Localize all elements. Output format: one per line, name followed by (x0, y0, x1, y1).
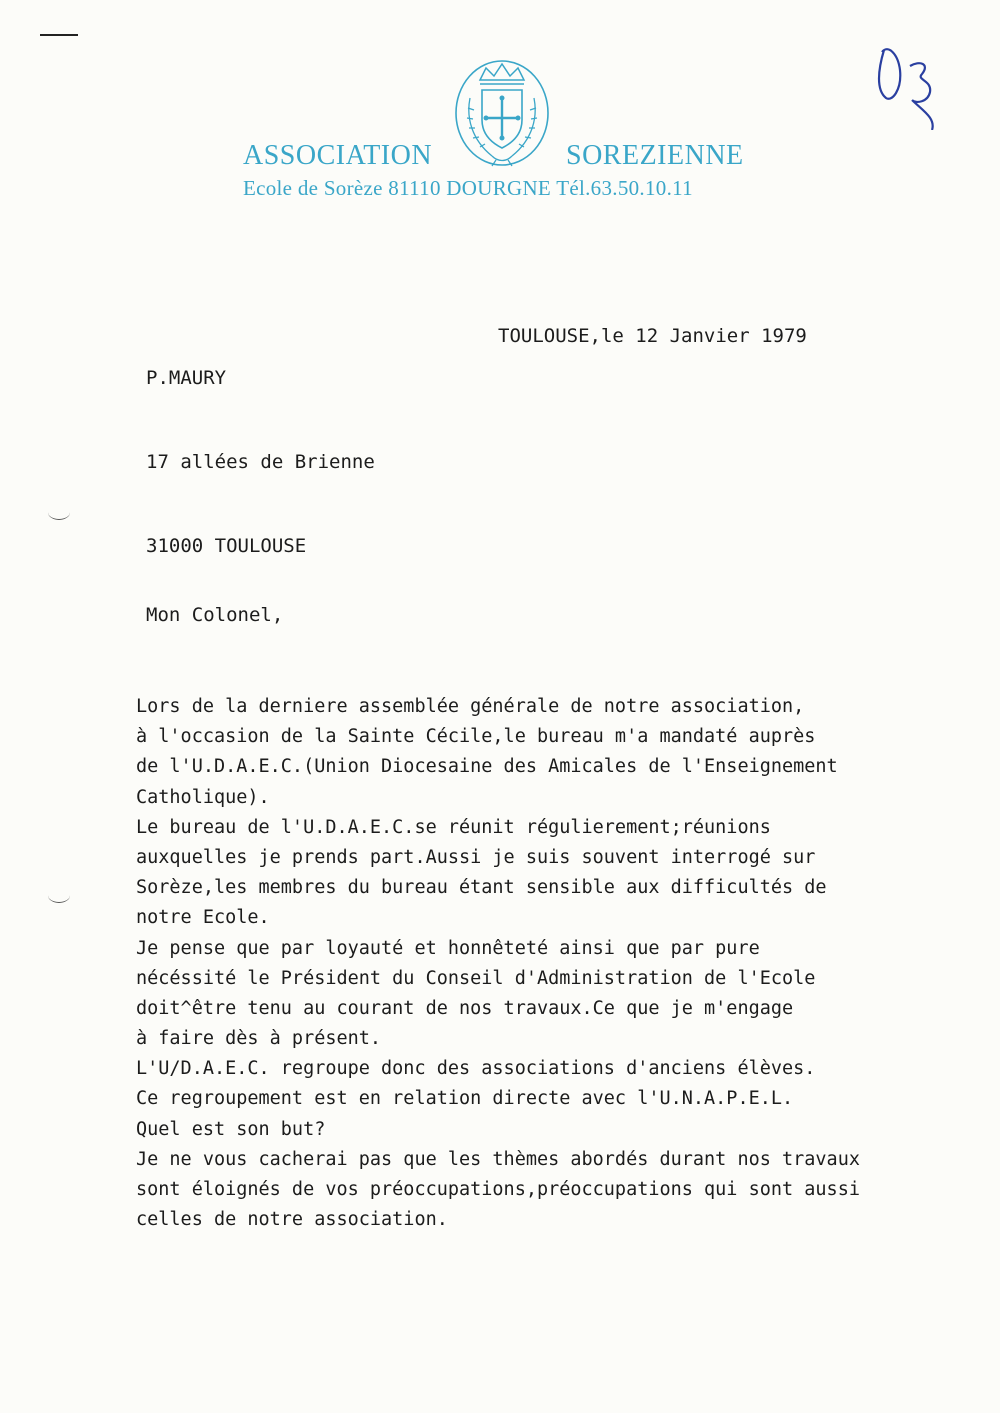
letterhead-name-left: ASSOCIATION (243, 140, 433, 171)
body-line: L'U/D.A.E.C. regroupe donc des associations d'anciens élèves. (136, 1058, 816, 1080)
body-line: Quel est son but? (136, 1118, 326, 1140)
punch-hole-mark (48, 505, 70, 520)
letterhead-name-right: SOREZIENNE (566, 140, 744, 171)
body-line: Lors de la derniere assemblée générale de notre association, (136, 696, 805, 717)
handwritten-initials-icon (872, 30, 952, 130)
salutation: Mon Colonel, (146, 604, 284, 626)
body-line: nécéssité le Président du Conseil d'Administration de l'Ecole (136, 967, 816, 989)
body-line: Ce regroupement est en relation directe avec l'U.N.A.P.E.L. (136, 1088, 794, 1110)
body-line: Je pense que par loyauté et honnêteté ainsi que par pure (136, 937, 760, 959)
body-line: auxquelles je prends part.Aussi je suis souvent interrogé sur (136, 846, 816, 868)
body-line: Sorèze,les membres du bureau étant sensible aux difficultés de (136, 877, 827, 899)
sender-name: P.MAURY (146, 367, 227, 389)
body-line: Catholique). (136, 786, 270, 808)
body-line: de l'U.D.A.E.C.(Union Diocesaine des Amicales de l'Enseignement (136, 756, 838, 778)
body-line: Je ne vous cacherai pas que les thèmes abordés durant nos travaux (136, 1148, 860, 1170)
sender-block (146, 308, 375, 616)
body-line: à l'occasion de la Sainte Cécile,le bureau m'a mandaté auprès (136, 726, 816, 748)
margin-mark (40, 34, 78, 36)
body-line: Le bureau de l'U.D.A.E.C.se réunit régulierement;réunions (136, 816, 771, 838)
sender-city: 31000 TOULOUSE (146, 535, 307, 557)
body-line: doit^être tenu au courant de nos travaux.Ce que je m'engage (136, 997, 794, 1019)
punch-hole-mark (48, 888, 70, 903)
body-line: sont éloignés de vos préoccupations,préoccupations qui sont aussi (136, 1179, 860, 1200)
letter-body (136, 692, 946, 1235)
crest-logo-icon (452, 58, 552, 168)
body-line: celles de notre association. (136, 1209, 448, 1231)
letter-date: TOULOUSE,le 12 Janvier 1979 (498, 325, 807, 347)
letterhead-address: Ecole de Sorèze 81110 DOURGNE Tél.63.50.10.11 (243, 176, 693, 200)
body-line: notre Ecole. (136, 907, 270, 929)
sender-street: 17 allées de Brienne (146, 451, 375, 473)
body-line: à faire dès à présent. (136, 1028, 382, 1050)
